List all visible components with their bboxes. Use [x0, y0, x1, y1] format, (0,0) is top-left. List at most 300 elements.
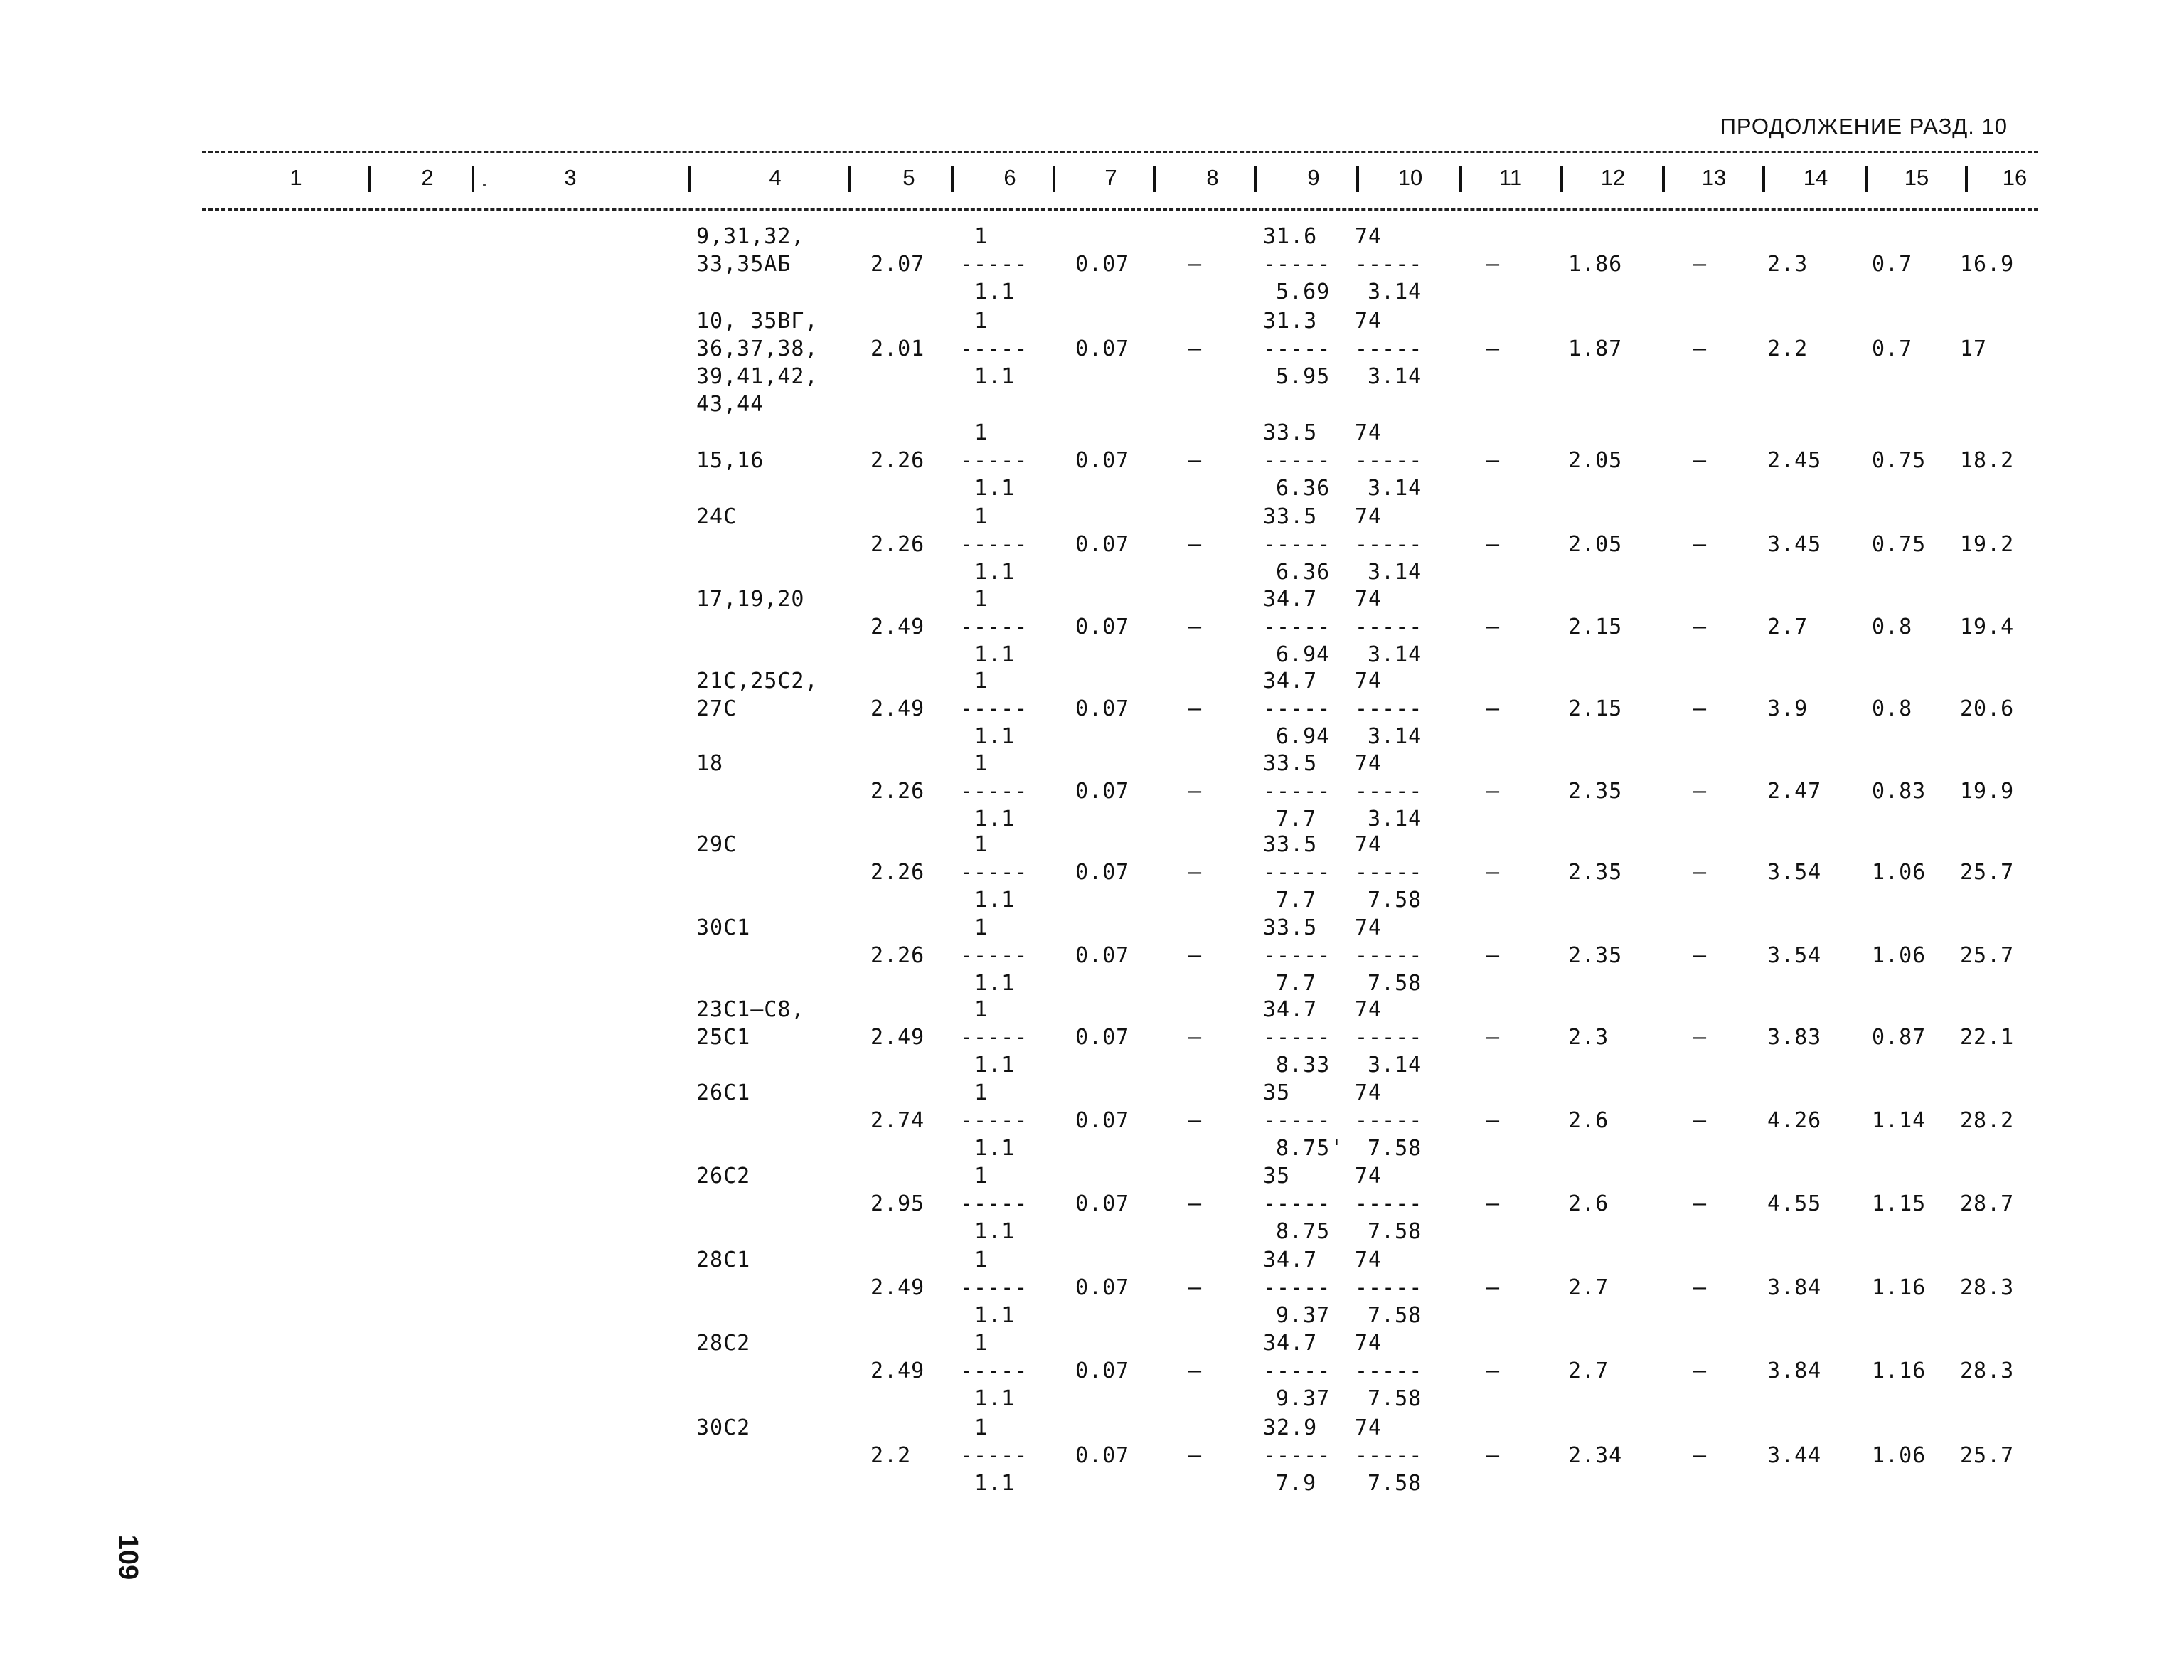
c14-value: 3.84	[1767, 1359, 1822, 1383]
c7-value: 0.07	[1075, 696, 1130, 721]
c10-fraction-line: -----	[1355, 1443, 1423, 1468]
column-number-14: 14	[1803, 165, 1828, 190]
column-number-16: 16	[2002, 165, 2028, 190]
c16-value: 28.2	[1960, 1108, 2015, 1133]
c14-value: 3.54	[1767, 860, 1822, 885]
c9-numerator: 34.7	[1263, 1248, 1318, 1272]
c9-denominator: 7.7	[1276, 971, 1317, 996]
c13-value: –	[1693, 1359, 1708, 1383]
column-number-15: 15	[1904, 165, 1929, 190]
c5-value: 2.07	[870, 252, 925, 277]
c15-value: 0.75	[1872, 448, 1927, 473]
c6-numerator: 1	[974, 420, 989, 445]
c10-fraction-line: -----	[1355, 860, 1423, 885]
c16-value: 19.2	[1960, 532, 2015, 557]
c7-value: 0.07	[1075, 1191, 1130, 1216]
c15-value: 0.7	[1872, 252, 1913, 277]
c9-numerator: 35	[1263, 1080, 1291, 1105]
c6-numerator: 1	[974, 669, 989, 693]
c8-value: –	[1188, 252, 1203, 277]
c6-denominator: 1.1	[974, 724, 1016, 749]
c10-numerator: 74	[1355, 1248, 1383, 1272]
c14-value: 3.84	[1767, 1275, 1822, 1300]
c6-fraction-line: -----	[960, 252, 1028, 277]
c9-denominator: 7.7	[1276, 807, 1317, 831]
c6-denominator: 1.1	[974, 807, 1016, 831]
c12-value: 2.6	[1568, 1191, 1609, 1216]
c10-denominator: 3.14	[1368, 807, 1422, 831]
c10-fraction-line: -----	[1355, 1108, 1423, 1133]
c9-numerator: 33.5	[1263, 751, 1318, 776]
c11-value: –	[1486, 615, 1501, 639]
column-number-3: 3	[564, 165, 577, 190]
c10-denominator: 3.14	[1368, 476, 1422, 501]
c8-value: –	[1188, 943, 1203, 968]
c10-denominator: 7.58	[1368, 1386, 1422, 1411]
c9-fraction-line: -----	[1263, 943, 1331, 968]
c6-denominator: 1.1	[974, 1303, 1016, 1328]
c6-numerator: 1	[974, 751, 989, 776]
c14-value: 2.2	[1767, 336, 1809, 361]
c10-fraction-line: -----	[1355, 1275, 1423, 1300]
c12-value: 2.15	[1568, 696, 1623, 721]
c8-value: –	[1188, 1275, 1203, 1300]
page-number: 109	[113, 1534, 144, 1580]
c6-numerator: 1	[974, 997, 989, 1022]
column-number-4: 4	[769, 165, 782, 190]
designation-text: 33,35АБ	[696, 252, 792, 277]
column-number-6: 6	[1003, 165, 1016, 190]
c9-fraction-line: -----	[1263, 1443, 1331, 1468]
designation-text: 23С1–С8,	[696, 997, 805, 1022]
c6-denominator: 1.1	[974, 1471, 1016, 1496]
c10-fraction-line: -----	[1355, 1359, 1423, 1383]
c14-value: 4.26	[1767, 1108, 1822, 1133]
c6-fraction-line: -----	[960, 336, 1028, 361]
designation-text: 28С1	[696, 1248, 751, 1272]
c14-value: 3.9	[1767, 696, 1809, 721]
c9-fraction-line: -----	[1263, 615, 1331, 639]
designation-text: 9,31,32,	[696, 224, 805, 249]
c11-value: –	[1486, 1191, 1501, 1216]
c10-numerator: 74	[1355, 420, 1383, 445]
c13-value: –	[1693, 1025, 1708, 1050]
c13-value: –	[1693, 860, 1708, 885]
c12-value: 2.15	[1568, 615, 1623, 639]
c15-value: 1.16	[1872, 1275, 1927, 1300]
designation-text: 24С	[696, 504, 737, 529]
c9-fraction-line: -----	[1263, 448, 1331, 473]
c9-numerator: 34.7	[1263, 669, 1318, 693]
c6-fraction-line: -----	[960, 1359, 1028, 1383]
c8-value: –	[1188, 779, 1203, 804]
column-number-1: 1	[289, 165, 302, 190]
c16-value: 19.9	[1960, 779, 2015, 804]
c6-fraction-line: -----	[960, 448, 1028, 473]
c10-numerator: 74	[1355, 832, 1383, 857]
c5-value: 2.49	[870, 696, 925, 721]
column-number-5: 5	[902, 165, 915, 190]
c12-value: 2.05	[1568, 448, 1623, 473]
c8-value: –	[1188, 1108, 1203, 1133]
designation-text: 17,19,20	[696, 587, 805, 612]
c8-value: –	[1188, 1359, 1203, 1383]
c13-value: –	[1693, 252, 1708, 277]
c6-denominator: 1.1	[974, 1386, 1016, 1411]
c9-denominator: 9.37	[1276, 1303, 1331, 1328]
c10-denominator: 3.14	[1368, 1053, 1422, 1078]
designation-text: 27С	[696, 696, 737, 721]
designation-text: 25С1	[696, 1025, 751, 1050]
c11-value: –	[1486, 252, 1501, 277]
c9-denominator: 7.7	[1276, 888, 1317, 913]
designation-text: 36,37,38,	[696, 336, 819, 361]
designation-text: 15,16	[696, 448, 765, 473]
c13-value: –	[1693, 336, 1708, 361]
c9-numerator: 33.5	[1263, 832, 1318, 857]
c10-denominator: 7.58	[1368, 888, 1422, 913]
c10-fraction-line: -----	[1355, 336, 1423, 361]
c11-value: –	[1486, 1443, 1501, 1468]
c10-denominator: 7.58	[1368, 1303, 1422, 1328]
c5-value: 2.26	[870, 860, 925, 885]
c10-denominator: 7.58	[1368, 971, 1422, 996]
c9-numerator: 34.7	[1263, 1331, 1318, 1356]
c7-value: 0.07	[1075, 779, 1130, 804]
c7-value: 0.07	[1075, 1025, 1130, 1050]
c7-value: 0.07	[1075, 1275, 1130, 1300]
c16-value: 19.4	[1960, 615, 2015, 639]
designation-text: 18	[696, 751, 724, 776]
c6-numerator: 1	[974, 1415, 989, 1440]
c5-value: 2.26	[870, 943, 925, 968]
c6-fraction-line: -----	[960, 943, 1028, 968]
c7-value: 0.07	[1075, 252, 1130, 277]
c15-value: 0.87	[1872, 1025, 1927, 1050]
c8-value: –	[1188, 860, 1203, 885]
c6-denominator: 1.1	[974, 1136, 1016, 1161]
c9-numerator: 34.7	[1263, 997, 1318, 1022]
c6-denominator: 1.1	[974, 476, 1016, 501]
c9-denominator: 8.75'	[1276, 1136, 1344, 1161]
c6-numerator: 1	[974, 915, 989, 940]
c16-value: 25.7	[1960, 1443, 2015, 1468]
column-number-9: 9	[1307, 165, 1320, 190]
c9-denominator: 6.36	[1276, 476, 1331, 501]
designation-text: 29С	[696, 832, 737, 857]
c11-value: –	[1486, 1275, 1501, 1300]
c14-value: 2.7	[1767, 615, 1809, 639]
c9-denominator: 7.9	[1276, 1471, 1317, 1496]
c8-value: –	[1188, 448, 1203, 473]
designation-text: 26С1	[696, 1080, 751, 1105]
designation-text: 30С1	[696, 915, 751, 940]
c6-fraction-line: -----	[960, 696, 1028, 721]
c10-denominator: 3.14	[1368, 364, 1422, 389]
c7-value: 0.07	[1075, 1359, 1130, 1383]
c10-denominator: 7.58	[1368, 1219, 1422, 1244]
c16-value: 17	[1960, 336, 1988, 361]
c5-value: 2.74	[870, 1108, 925, 1133]
c16-value: 28.3	[1960, 1359, 2015, 1383]
c7-value: 0.07	[1075, 448, 1130, 473]
c10-numerator: 74	[1355, 1331, 1383, 1356]
c9-denominator: 9.37	[1276, 1386, 1331, 1411]
c12-value: 1.86	[1568, 252, 1623, 277]
c9-fraction-line: -----	[1263, 1191, 1331, 1216]
c10-denominator: 3.14	[1368, 560, 1422, 585]
c14-value: 3.44	[1767, 1443, 1822, 1468]
c15-value: 0.7	[1872, 336, 1913, 361]
c5-value: 2.49	[870, 615, 925, 639]
c10-fraction-line: -----	[1355, 532, 1423, 557]
column-number-7: 7	[1104, 165, 1117, 190]
c11-value: –	[1486, 696, 1501, 721]
c11-value: –	[1486, 532, 1501, 557]
c5-value: 2.49	[870, 1359, 925, 1383]
c6-fraction-line: -----	[960, 532, 1028, 557]
c11-value: –	[1486, 1359, 1501, 1383]
c9-fraction-line: -----	[1263, 1025, 1331, 1050]
c6-denominator: 1.1	[974, 642, 1016, 667]
c14-value: 3.83	[1767, 1025, 1822, 1050]
c13-value: –	[1693, 1191, 1708, 1216]
c12-value: 2.05	[1568, 532, 1623, 557]
c16-value: 20.6	[1960, 696, 2015, 721]
c8-value: –	[1188, 1025, 1203, 1050]
c5-value: 2.26	[870, 779, 925, 804]
c9-denominator: 5.69	[1276, 280, 1331, 304]
c6-denominator: 1.1	[974, 364, 1016, 389]
c9-numerator: 35	[1263, 1164, 1291, 1189]
c6-denominator: 1.1	[974, 1053, 1016, 1078]
c5-value: 2.2	[870, 1443, 912, 1468]
c10-numerator: 74	[1355, 1164, 1383, 1189]
column-number-2: 2	[421, 165, 434, 190]
c16-value: 16.9	[1960, 252, 2015, 277]
c9-numerator: 32.9	[1263, 1415, 1318, 1440]
c5-value: 2.01	[870, 336, 925, 361]
c6-fraction-line: -----	[960, 1275, 1028, 1300]
c6-denominator: 1.1	[974, 560, 1016, 585]
c9-fraction-line: -----	[1263, 252, 1331, 277]
c10-fraction-line: -----	[1355, 779, 1423, 804]
designation-text: 43,44	[696, 392, 765, 417]
designation-text: 30С2	[696, 1415, 751, 1440]
c8-value: –	[1188, 1443, 1203, 1468]
c10-numerator: 74	[1355, 1415, 1383, 1440]
column-number-11: 11	[1498, 165, 1523, 190]
c10-numerator: 74	[1355, 1080, 1383, 1105]
c9-denominator: 8.75	[1276, 1219, 1331, 1244]
c6-numerator: 1	[974, 1080, 989, 1105]
c10-numerator: 74	[1355, 751, 1383, 776]
c15-value: 1.06	[1872, 1443, 1927, 1468]
c15-value: 1.06	[1872, 943, 1927, 968]
c6-denominator: 1.1	[974, 888, 1016, 913]
c10-numerator: 74	[1355, 669, 1383, 693]
c13-value: –	[1693, 532, 1708, 557]
c8-value: –	[1188, 336, 1203, 361]
c10-fraction-line: -----	[1355, 696, 1423, 721]
c16-value: 18.2	[1960, 448, 2015, 473]
c9-fraction-line: -----	[1263, 1108, 1331, 1133]
c16-value: 22.1	[1960, 1025, 2015, 1050]
c12-value: 2.3	[1568, 1025, 1609, 1050]
c6-fraction-line: -----	[960, 615, 1028, 639]
designation-text: 28С2	[696, 1331, 751, 1356]
c6-fraction-line: -----	[960, 1108, 1028, 1133]
c6-numerator: 1	[974, 1248, 989, 1272]
c9-fraction-line: -----	[1263, 696, 1331, 721]
c9-numerator: 33.5	[1263, 420, 1318, 445]
c13-value: –	[1693, 696, 1708, 721]
c6-denominator: 1.1	[974, 971, 1016, 996]
c6-fraction-line: -----	[960, 1191, 1028, 1216]
c10-denominator: 3.14	[1368, 280, 1422, 304]
designation-text: 10, 35ВГ,	[696, 309, 819, 334]
c9-numerator: 33.5	[1263, 915, 1318, 940]
c15-value: 1.06	[1872, 860, 1927, 885]
c15-value: 0.8	[1872, 615, 1913, 639]
c7-value: 0.07	[1075, 943, 1130, 968]
c7-value: 0.07	[1075, 860, 1130, 885]
column-number-12: 12	[1600, 165, 1626, 190]
c6-denominator: 1.1	[974, 1219, 1016, 1244]
c7-value: 0.07	[1075, 1108, 1130, 1133]
c12-value: 2.7	[1568, 1359, 1609, 1383]
c10-denominator: 7.58	[1368, 1471, 1422, 1496]
c7-value: 0.07	[1075, 336, 1130, 361]
c12-value: 2.35	[1568, 943, 1623, 968]
c9-numerator: 34.7	[1263, 587, 1318, 612]
c9-fraction-line: -----	[1263, 532, 1331, 557]
c10-numerator: 74	[1355, 915, 1383, 940]
c9-denominator: 6.94	[1276, 642, 1331, 667]
c13-value: –	[1693, 1443, 1708, 1468]
c15-value: 1.15	[1872, 1191, 1927, 1216]
c14-value: 4.55	[1767, 1191, 1822, 1216]
c7-value: 0.07	[1075, 532, 1130, 557]
c6-denominator: 1.1	[974, 280, 1016, 304]
c13-value: –	[1693, 1275, 1708, 1300]
c13-value: –	[1693, 779, 1708, 804]
c5-value: 2.26	[870, 532, 925, 557]
c8-value: –	[1188, 1191, 1203, 1216]
c5-value: 2.95	[870, 1191, 925, 1216]
c12-value: 2.34	[1568, 1443, 1623, 1468]
c9-denominator: 6.36	[1276, 560, 1331, 585]
c5-value: 2.49	[870, 1025, 925, 1050]
c8-value: –	[1188, 696, 1203, 721]
c10-denominator: 3.14	[1368, 724, 1422, 749]
c6-fraction-line: -----	[960, 860, 1028, 885]
c15-value: 0.8	[1872, 696, 1913, 721]
c10-numerator: 74	[1355, 587, 1383, 612]
c6-numerator: 1	[974, 309, 989, 334]
c13-value: –	[1693, 943, 1708, 968]
c10-fraction-line: -----	[1355, 943, 1423, 968]
c9-fraction-line: -----	[1263, 779, 1331, 804]
c7-value: 0.07	[1075, 615, 1130, 639]
c8-value: –	[1188, 615, 1203, 639]
column-number-8: 8	[1206, 165, 1219, 190]
c10-fraction-line: -----	[1355, 252, 1423, 277]
c9-fraction-line: -----	[1263, 860, 1331, 885]
c11-value: –	[1486, 943, 1501, 968]
c12-value: 2.6	[1568, 1108, 1609, 1133]
c6-fraction-line: -----	[960, 779, 1028, 804]
section-caption: ПРОДОЛЖЕНИЕ РАЗД. 10	[1720, 114, 2008, 139]
c15-value: 0.83	[1872, 779, 1927, 804]
c6-fraction-line: -----	[960, 1025, 1028, 1050]
c9-denominator: 6.94	[1276, 724, 1331, 749]
c14-value: 3.54	[1767, 943, 1822, 968]
c12-value: 2.7	[1568, 1275, 1609, 1300]
c10-numerator: 74	[1355, 309, 1383, 334]
c11-value: –	[1486, 779, 1501, 804]
c6-numerator: 1	[974, 832, 989, 857]
c9-denominator: 8.33	[1276, 1053, 1331, 1078]
c16-value: 25.7	[1960, 860, 2015, 885]
c5-value: 2.26	[870, 448, 925, 473]
c10-numerator: 74	[1355, 504, 1383, 529]
c6-numerator: 1	[974, 1164, 989, 1189]
c11-value: –	[1486, 448, 1501, 473]
c8-value: –	[1188, 532, 1203, 557]
c10-denominator: 7.58	[1368, 1136, 1422, 1161]
c11-value: –	[1486, 336, 1501, 361]
c13-value: –	[1693, 1108, 1708, 1133]
c15-value: 1.14	[1872, 1108, 1927, 1133]
c10-fraction-line: -----	[1355, 1191, 1423, 1216]
c16-value: 28.7	[1960, 1191, 2015, 1216]
c10-fraction-line: -----	[1355, 1025, 1423, 1050]
c9-numerator: 31.3	[1263, 309, 1318, 334]
c16-value: 28.3	[1960, 1275, 2015, 1300]
c13-value: –	[1693, 615, 1708, 639]
c15-value: 0.75	[1872, 532, 1927, 557]
column-number-13: 13	[1701, 165, 1727, 190]
c6-numerator: 1	[974, 224, 989, 249]
c5-value: 2.49	[870, 1275, 925, 1300]
column-number-10: 10	[1397, 165, 1423, 190]
c16-value: 25.7	[1960, 943, 2015, 968]
c6-numerator: 1	[974, 587, 989, 612]
c10-denominator: 3.14	[1368, 642, 1422, 667]
c9-fraction-line: -----	[1263, 1275, 1331, 1300]
c9-numerator: 31.6	[1263, 224, 1318, 249]
c6-fraction-line: -----	[960, 1443, 1028, 1468]
c6-numerator: 1	[974, 504, 989, 529]
c12-value: 1.87	[1568, 336, 1623, 361]
c10-fraction-line: -----	[1355, 448, 1423, 473]
c15-value: 1.16	[1872, 1359, 1927, 1383]
c10-numerator: 74	[1355, 997, 1383, 1022]
c13-value: –	[1693, 448, 1708, 473]
c14-value: 3.45	[1767, 532, 1822, 557]
c9-fraction-line: -----	[1263, 336, 1331, 361]
c14-value: 2.45	[1767, 448, 1822, 473]
c14-value: 2.3	[1767, 252, 1809, 277]
c10-numerator: 74	[1355, 224, 1383, 249]
c14-value: 2.47	[1767, 779, 1822, 804]
c10-fraction-line: -----	[1355, 615, 1423, 639]
c6-numerator: 1	[974, 1331, 989, 1356]
c11-value: –	[1486, 1025, 1501, 1050]
designation-text: 21С,25С2,	[696, 669, 819, 693]
c7-value: 0.07	[1075, 1443, 1130, 1468]
